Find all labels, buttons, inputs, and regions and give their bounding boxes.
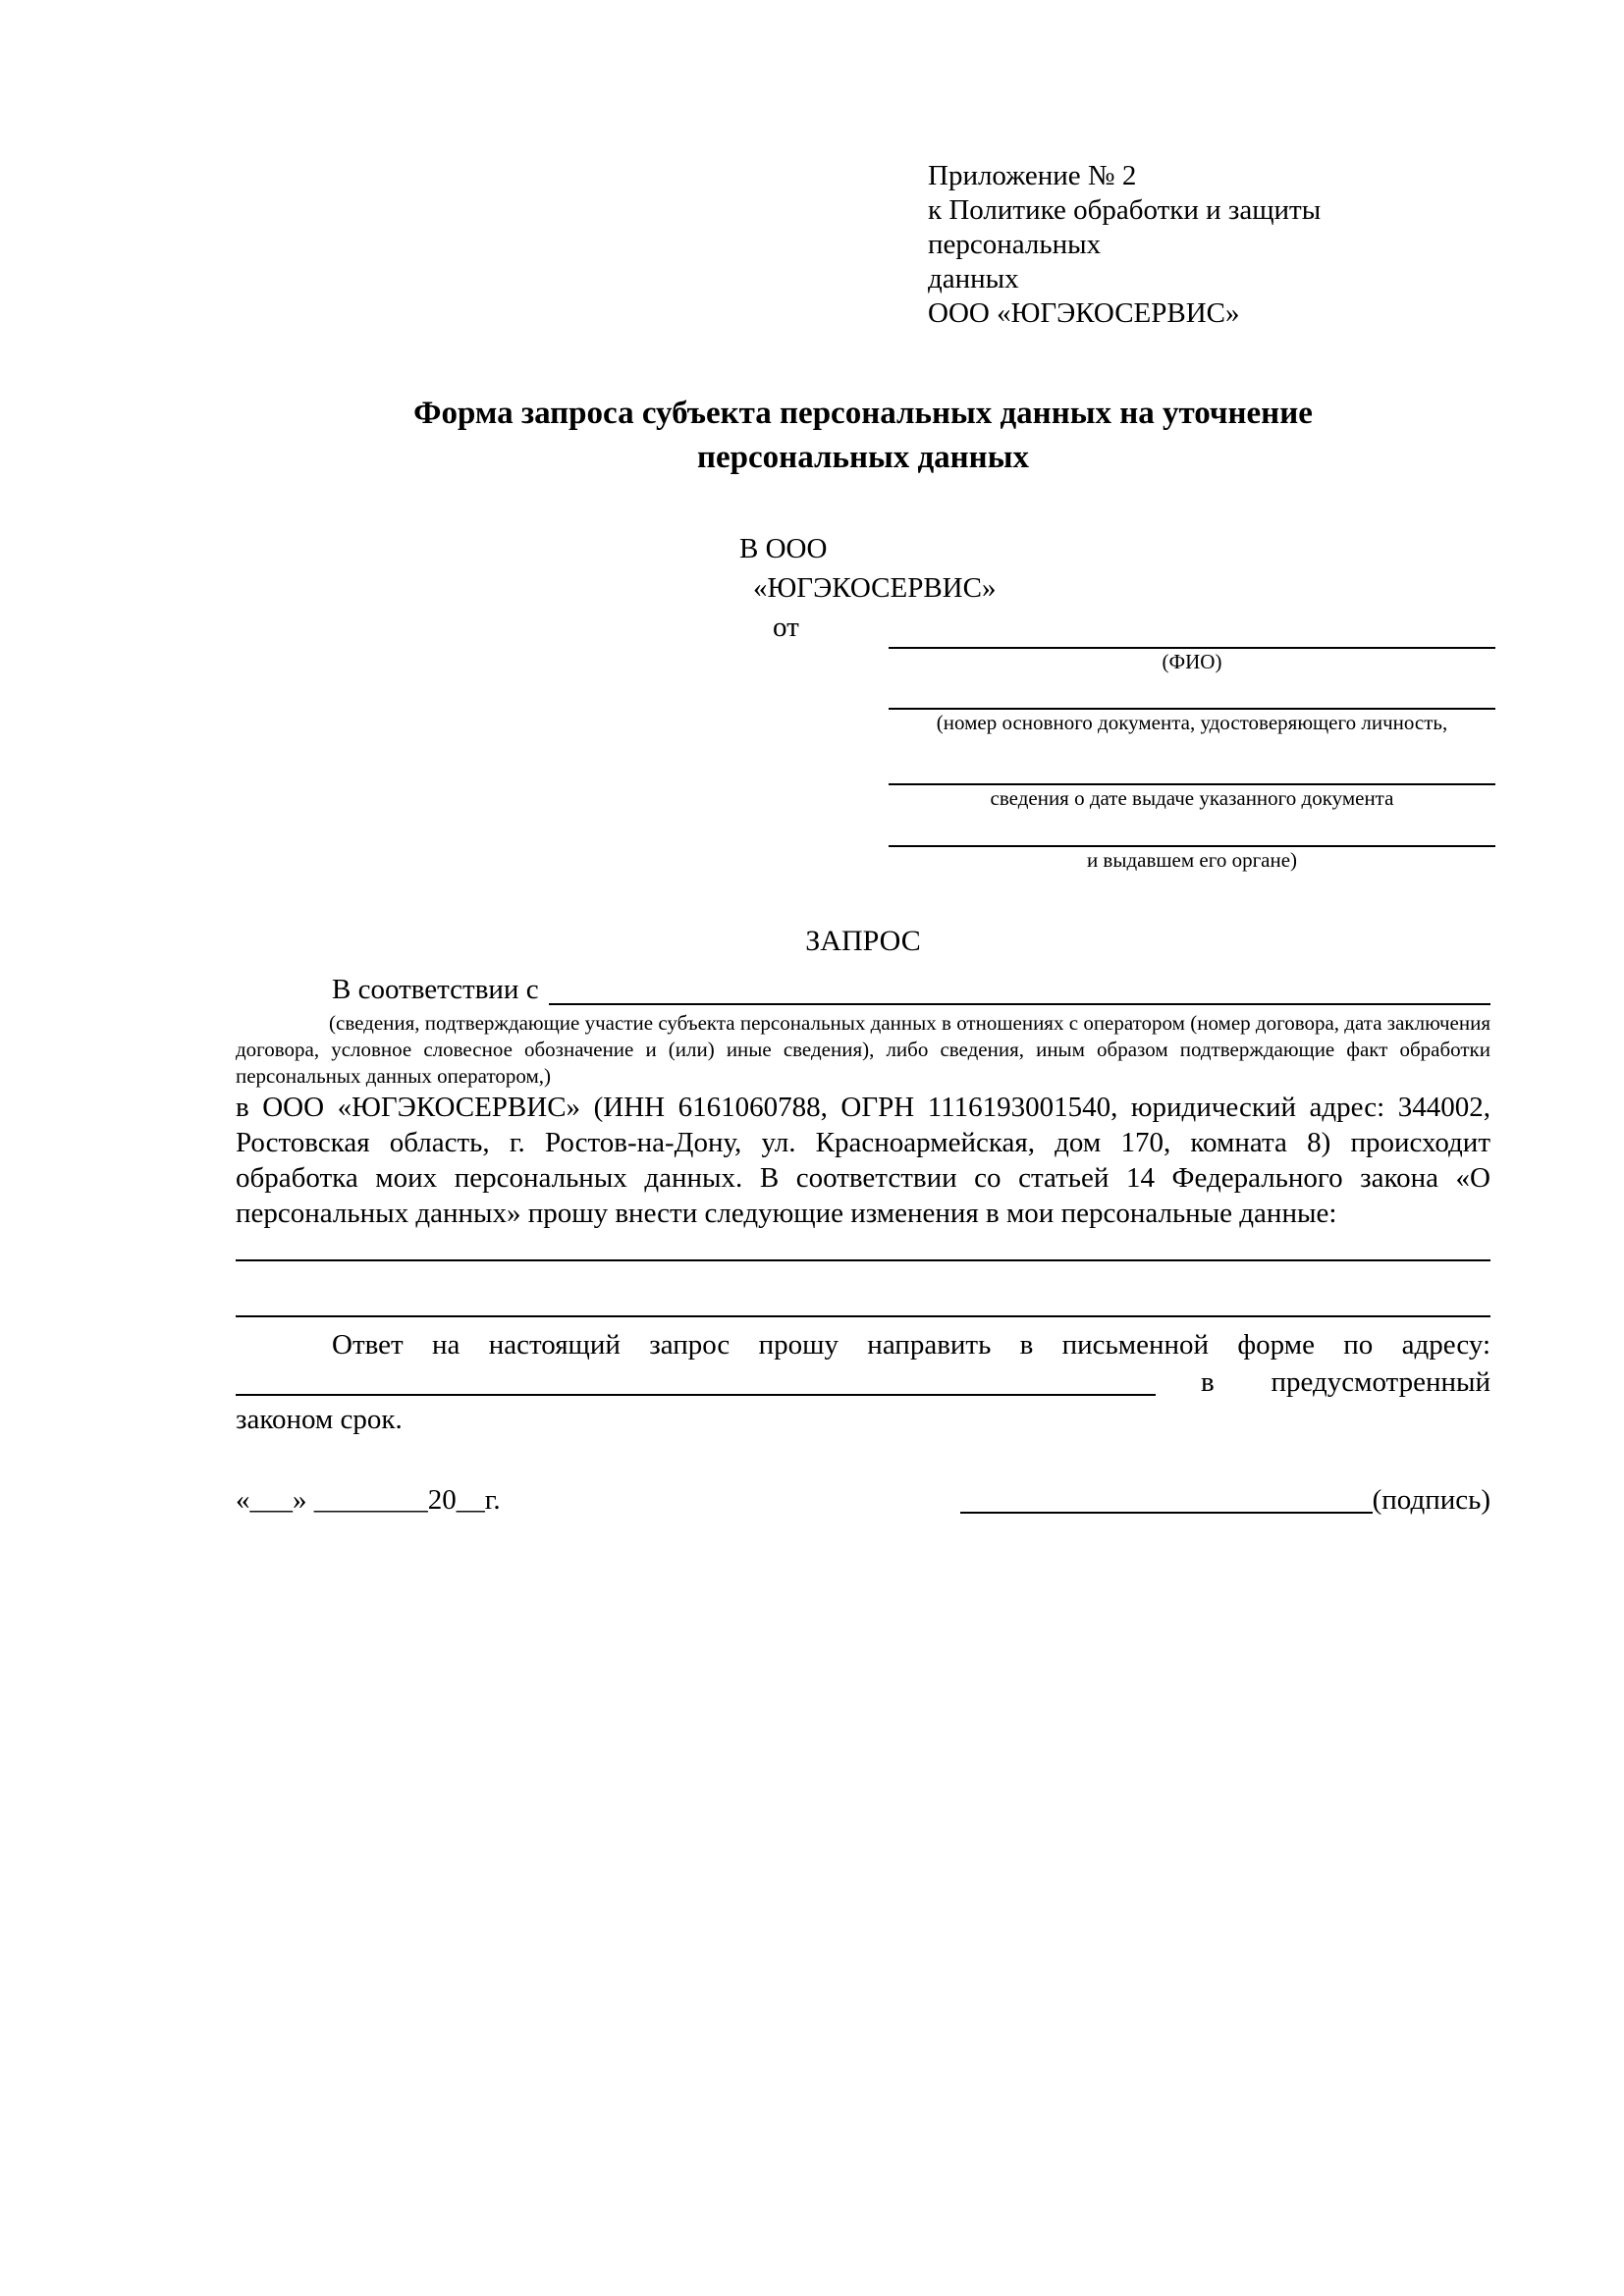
signature-group [960, 1481, 1490, 1519]
accordance-blank-line [549, 1003, 1490, 1005]
document-title [236, 392, 1490, 480]
field-issuing-authority-caption: и выдавшем его органе) [1086, 848, 1298, 872]
addressee-org: «ЮГЭКОСЕРВИС» [753, 572, 997, 604]
response-last-line: законом срок. [236, 1404, 403, 1435]
appendix-note-line: данных [928, 263, 1019, 294]
response-tail-word: предусмотренный [1271, 1366, 1490, 1398]
field-fio [889, 647, 1495, 674]
response-address-blank-line [236, 1394, 1156, 1396]
field-issue-date-caption: сведения о дате выдаче указанного документа [990, 786, 1394, 810]
addressee-block [236, 529, 1490, 647]
response-mid-word: в [1201, 1366, 1215, 1398]
appendix-note [928, 159, 1490, 331]
body-paragraph: в ООО «ЮГЭКОСЕРВИС» (ИНН 6161060788, ОГРН 1116193001540, юридический адрес: 344002, Ростовская область, г. Ростов-на-Дону, ул. Красноармейская, дом 170, комната 8) происходит обработка моих персональных данных. В соответствии со статьей 14 Федерального закона «О персональных данных» прошу внести следующие изменения в мои персональные данные: [236, 1092, 1490, 1229]
field-issue-date [889, 783, 1495, 811]
accordance-lead: В соответствии с [332, 974, 539, 1005]
footer-row [236, 1481, 1490, 1519]
accordance-row [236, 969, 1490, 1010]
appendix-note-line: Приложение № 2 [928, 160, 1137, 191]
addressee-from-label: от [773, 612, 799, 643]
appendix-note-line: ООО «ЮГЭКОСЕРВИС» [928, 297, 1240, 329]
changes-blank-line-1 [236, 1259, 1490, 1261]
document-title-line: Форма запроса субъекта персональных данных на уточнение [413, 396, 1313, 431]
response-lead: Ответ на настоящий запрос прошу направить в письменной форме по адресу: [332, 1329, 1490, 1361]
field-issuing-authority [889, 845, 1495, 873]
field-document-number-caption: (номер основного документа, удостоверяющего личность, [936, 711, 1448, 734]
request-heading: ЗАПРОС [805, 925, 921, 957]
signature-blank-line [960, 1512, 1373, 1514]
changes-blank-line-2 [236, 1315, 1490, 1317]
field-document-number [889, 708, 1495, 735]
appendix-note-line: к Политике обработки и защиты персональных [928, 194, 1322, 260]
date-line: «___» ________20__г. [236, 1484, 501, 1516]
response-address-row [236, 1363, 1490, 1401]
accordance-note: (сведения, подтверждающие участие субъекта персональных данных в отношениях с оператором (номер договора, дата заключения договора, условное словесное обозначение и (или) иные сведения), либо сведения, иным образом подтверждающие факт обработки персональных данных оператором,) [236, 1011, 1490, 1088]
addressee-to: В ООО [739, 533, 828, 564]
field-fio-caption: (ФИО) [1162, 650, 1222, 673]
signature-caption: (подпись) [1372, 1484, 1490, 1516]
document-title-line: персональных данных [697, 440, 1029, 475]
